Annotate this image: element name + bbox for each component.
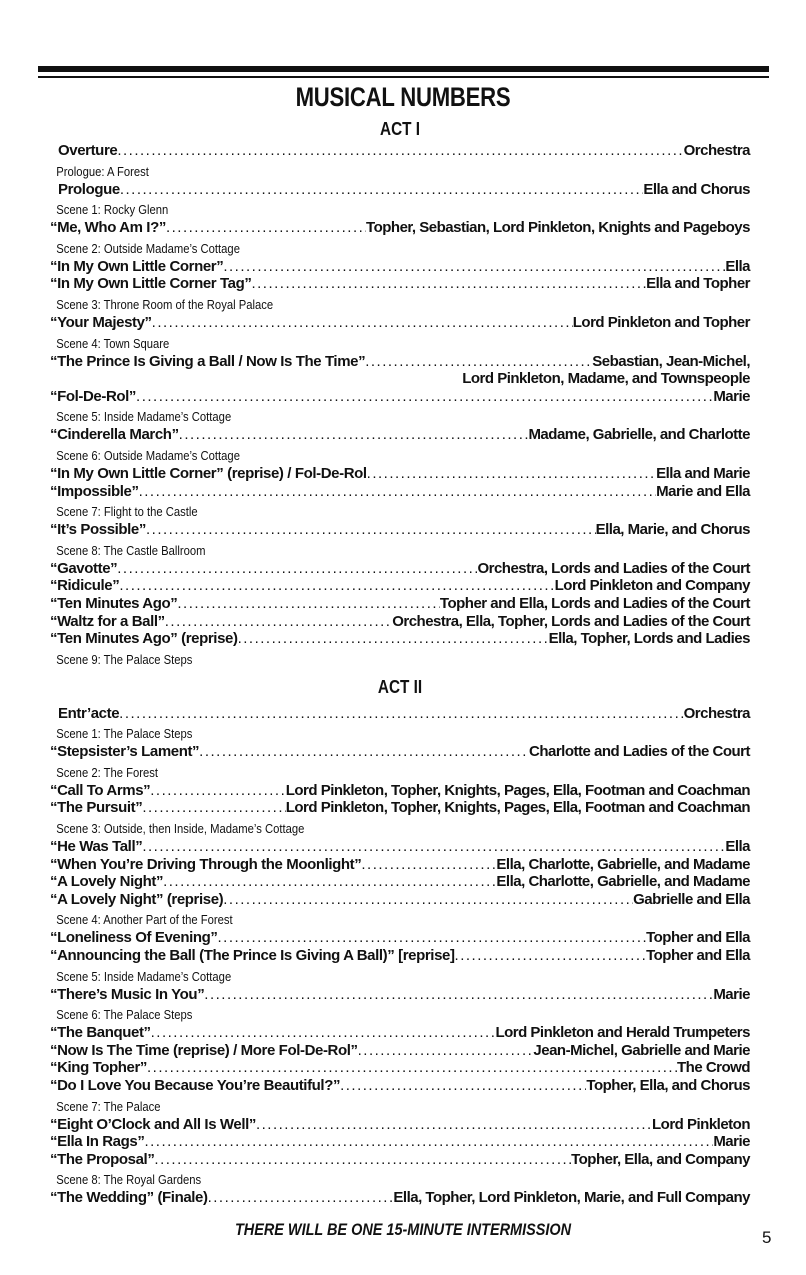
dot-leader	[163, 873, 496, 891]
song-title: “Cinderella March”	[50, 426, 179, 444]
performers: Topher, Ella, and Company	[571, 1150, 750, 1168]
dot-leader	[361, 856, 496, 874]
song-title: “Announcing the Ball (The Prince Is Giving A Ball)” [reprise]	[50, 947, 455, 965]
dot-leader	[166, 219, 366, 237]
dot-leader	[256, 1116, 652, 1134]
scene-heading: Scene 2: The Forest	[56, 765, 159, 780]
dot-leader	[223, 258, 725, 276]
scene-heading: Scene 4: Another Part of the Forest	[56, 913, 233, 928]
song-row	[50, 986, 750, 1004]
dot-leader	[150, 782, 285, 800]
performers-continued: Lord Pinkleton, Madame, and Townspeople	[462, 370, 750, 388]
song-row	[50, 613, 750, 631]
song-title: “The Wedding” (Finale)	[50, 1189, 208, 1207]
performers: Lord Pinkleton	[652, 1115, 750, 1133]
song-title: “In My Own Little Corner” (reprise) / Fol-De-Rol	[50, 464, 367, 482]
scene-heading: Scene 6: Outside Madame’s Cottage	[56, 448, 240, 463]
song-title: Overture	[58, 142, 118, 159]
performers: Ella	[725, 257, 750, 275]
song-title: “A Lovely Night”	[50, 873, 164, 891]
performers: Ella, Charlotte, Gabrielle, and Madame	[496, 855, 750, 873]
dot-leader	[367, 465, 656, 483]
scene-heading: Scene 7: Flight to the Castle	[56, 505, 198, 520]
song-row	[50, 181, 750, 199]
dot-leader	[136, 388, 713, 406]
performers: Marie	[713, 985, 750, 1003]
performers: Orchestra	[683, 142, 750, 159]
page-number: 5	[762, 1228, 772, 1247]
dot-leader	[365, 353, 592, 371]
dot-leader	[199, 743, 529, 761]
song-title: “Fol-De-Rol”	[50, 387, 137, 405]
act-heading: ACT I	[380, 119, 420, 139]
dot-leader	[223, 891, 633, 909]
performers: Ella, Charlotte, Gabrielle, and Madame	[496, 873, 750, 891]
scene-heading: Scene 6: The Palace Steps	[56, 1008, 193, 1023]
dot-leader	[152, 314, 573, 332]
performers: Ella, Topher, Lord Pinkleton, Marie, and Full Company	[393, 1189, 750, 1207]
performers: Topher and Ella, Lords and Ladies of the Court	[439, 594, 750, 612]
performers: Marie	[713, 387, 750, 405]
top-rule-thick	[38, 66, 769, 72]
song-row	[50, 1189, 750, 1207]
performers: Topher, Sebastian, Lord Pinkleton, Knights and Pageboys	[366, 219, 750, 237]
dot-leader	[117, 142, 683, 160]
song-row	[50, 521, 750, 539]
performers: Lord Pinkleton and Herald Trumpeters	[495, 1024, 750, 1042]
song-title: “The Proposal”	[50, 1150, 155, 1168]
song-row	[50, 856, 750, 874]
song-title: “When You’re Driving Through the Moonlight”	[50, 855, 362, 873]
act-heading: ACT II	[377, 676, 423, 697]
page-title: MUSICAL NUMBERS	[295, 82, 511, 112]
song-title: “It’s Possible”	[50, 521, 146, 539]
song-row	[50, 891, 750, 909]
song-title: “Eight O’Clock and All Is Well”	[50, 1115, 256, 1133]
song-row	[50, 314, 750, 332]
song-title: “Gavotte”	[50, 559, 118, 577]
song-row	[50, 465, 750, 483]
song-title: “Ridicule”	[50, 577, 120, 595]
song-title: “A Lovely Night” (reprise)	[50, 890, 224, 908]
dot-leader	[146, 521, 596, 539]
song-row	[50, 353, 750, 371]
song-row	[50, 1077, 750, 1095]
song-row	[50, 426, 750, 444]
scene-heading: Scene 8: The Royal Gardens	[56, 1173, 202, 1188]
song-title: “Stepsister’s Lament”	[50, 743, 200, 761]
performers: Topher, Ella, and Chorus	[586, 1077, 750, 1094]
scene-heading: Scene 2: Outside Madame’s Cottage	[56, 241, 240, 256]
song-title: “Do I Love You Because You’re Beautiful?”	[50, 1077, 341, 1094]
dot-leader	[208, 1189, 394, 1207]
song-title: “The Banquet”	[50, 1024, 151, 1042]
scene-heading: Scene 5: Inside Madame’s Cottage	[56, 410, 232, 425]
dot-leader	[144, 1133, 713, 1151]
performers: The Crowd	[677, 1059, 750, 1077]
performers: Orchestra, Lords and Ladies of the Court	[477, 559, 750, 577]
dot-leader	[119, 577, 554, 595]
scene-heading: Scene 3: Throne Room of the Royal Palace	[56, 297, 274, 312]
scene-heading: Prologue: A Forest	[56, 164, 149, 179]
dot-leader	[154, 1151, 571, 1169]
song-title: “Ella In Rags”	[50, 1133, 145, 1151]
dot-leader	[119, 705, 683, 723]
dot-leader	[218, 929, 647, 947]
song-row	[50, 947, 750, 965]
performers: Lord Pinkleton and Topher	[572, 313, 750, 331]
song-title: “Loneliness Of Evening”	[50, 929, 218, 947]
performers: Ella	[725, 838, 750, 856]
dot-leader	[204, 986, 713, 1004]
performers: Madame, Gabrielle, and Charlotte	[528, 426, 750, 444]
song-row	[50, 743, 750, 761]
song-row	[50, 258, 750, 276]
performers: Jean-Michel, Gabrielle and Marie	[533, 1041, 750, 1059]
dot-leader	[358, 1042, 534, 1060]
song-row	[50, 1042, 750, 1060]
song-title: Entr’acte	[58, 704, 120, 722]
song-row	[50, 799, 750, 817]
song-title: “Ten Minutes Ago” (reprise)	[50, 630, 238, 648]
song-title: “The Pursuit”	[50, 799, 143, 817]
song-row	[50, 873, 750, 891]
song-title: “Impossible”	[50, 482, 139, 500]
performers: Sebastian, Jean-Michel,	[592, 352, 750, 370]
dot-leader	[120, 181, 644, 199]
scene-heading: Scene 3: Outside, then Inside, Madame’s Cottage	[56, 822, 305, 837]
dot-leader	[177, 595, 440, 613]
song-row	[50, 782, 750, 800]
song-row	[50, 1116, 750, 1134]
performers: Ella, Marie, and Chorus	[595, 521, 750, 539]
top-rule-thin	[38, 76, 769, 78]
dot-leader	[142, 799, 285, 817]
song-title: Prologue	[58, 180, 120, 198]
dot-leader	[251, 275, 646, 293]
song-title: “King Topher”	[50, 1059, 148, 1077]
song-row	[50, 483, 750, 501]
song-row	[50, 560, 750, 578]
dot-leader	[147, 1059, 677, 1077]
dot-leader	[117, 560, 477, 578]
song-row	[50, 388, 750, 406]
song-title: “Ten Minutes Ago”	[50, 594, 178, 612]
program-listing	[50, 117, 750, 1207]
song-title: “Now Is The Time (reprise) / More Fol-De-Rol”	[50, 1041, 358, 1059]
performers: Charlotte and Ladies of the Court	[528, 743, 750, 761]
song-title: “Call To Arms”	[50, 781, 151, 799]
song-row	[50, 219, 750, 237]
performers: Lord Pinkleton, Topher, Knights, Pages, Ella, Footman and Coachman	[285, 781, 750, 799]
performers: Orchestra	[683, 704, 750, 722]
scene-heading: Scene 9: The Palace Steps	[56, 652, 193, 667]
performers: Lord Pinkleton, Topher, Knights, Pages, Ella, Footman and Coachman	[285, 799, 750, 817]
song-row	[50, 838, 750, 856]
dot-leader	[455, 947, 647, 965]
dot-leader	[179, 426, 529, 444]
song-title: “He Was Tall”	[50, 838, 143, 856]
performers: Orchestra, Ella, Topher, Lords and Ladies of the Court	[392, 612, 750, 630]
song-row	[50, 1133, 750, 1151]
performers: Topher and Ella	[646, 947, 750, 965]
song-row	[50, 577, 750, 595]
song-title: “In My Own Little Corner”	[50, 257, 224, 275]
song-row	[50, 1024, 750, 1042]
song-row	[50, 929, 750, 947]
song-title: “Your Majesty”	[50, 313, 152, 331]
song-title: “There’s Music In You”	[50, 985, 205, 1003]
scene-heading: Scene 4: Town Square	[56, 336, 170, 351]
dot-leader	[142, 838, 725, 856]
scene-heading: Scene 1: Rocky Glenn	[56, 203, 169, 218]
song-row	[50, 1059, 750, 1077]
dot-leader	[340, 1077, 586, 1095]
song-row	[50, 275, 750, 293]
song-title: “Waltz for a Ball”	[50, 612, 165, 630]
song-title: “Me, Who Am I?”	[50, 219, 166, 237]
dot-leader	[151, 1024, 496, 1042]
performers: Marie	[713, 1133, 750, 1151]
performers: Ella and Chorus	[643, 180, 750, 198]
performers: Lord Pinkleton and Company	[554, 577, 750, 595]
song-row	[50, 595, 750, 613]
scene-heading: Scene 1: The Palace Steps	[56, 727, 193, 742]
dot-leader	[139, 483, 657, 501]
song-title: “In My Own Little Corner Tag”	[50, 275, 252, 293]
dot-leader	[165, 613, 392, 631]
performers: Gabrielle and Ella	[633, 890, 750, 908]
scene-heading: Scene 7: The Palace	[56, 1099, 161, 1114]
scene-heading: Scene 8: The Castle Ballroom	[56, 543, 206, 558]
song-row	[50, 142, 750, 160]
performers: Ella, Topher, Lords and Ladies	[548, 630, 750, 648]
performers: Topher and Ella	[646, 929, 750, 947]
song-title: “The Prince Is Giving a Ball / Now Is The Time”	[50, 352, 366, 370]
song-row	[50, 1151, 750, 1169]
intermission-note: THERE WILL BE ONE 15-MINUTE INTERMISSION	[234, 1220, 572, 1239]
song-row	[50, 630, 750, 648]
performers: Ella and Topher	[646, 275, 750, 293]
song-row	[50, 705, 750, 723]
dot-leader	[238, 630, 549, 648]
performers: Ella and Marie	[656, 464, 750, 482]
scene-heading: Scene 5: Inside Madame’s Cottage	[56, 969, 232, 984]
performers: Marie and Ella	[656, 482, 750, 500]
